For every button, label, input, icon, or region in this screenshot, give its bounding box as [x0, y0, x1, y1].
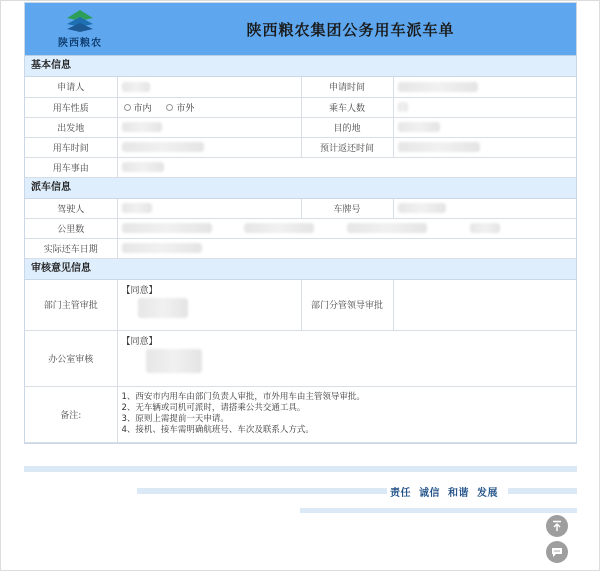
note-item: 3、原则上需提前一天申请。	[121, 414, 229, 424]
section-basic-info: 基本信息	[25, 56, 576, 77]
note-item: 2、无车辆或司机可派时，请搭乘公共交通工具。	[121, 403, 306, 413]
dept-head-label: 部门主管审批	[25, 280, 117, 330]
footer-decor-bar	[300, 508, 577, 513]
basic-info-table	[25, 77, 576, 178]
section-dispatch-info: 派车信息	[25, 178, 576, 199]
actual-return-value	[117, 239, 576, 259]
mileage-label: 公里数	[25, 219, 117, 239]
table-row	[25, 117, 576, 137]
destination-label: 目的地	[301, 117, 393, 137]
chat-bubble-icon	[551, 546, 563, 558]
passengers-label: 乘车人数	[301, 97, 393, 117]
notes-label: 备注:	[25, 386, 117, 442]
return-time-value	[393, 137, 576, 157]
arrow-up-icon	[551, 520, 563, 532]
mileage-value	[117, 219, 576, 239]
return-time-label: 预计返还时间	[301, 137, 393, 157]
office-opinion-cell	[117, 330, 576, 386]
use-time-label: 用车时间	[25, 137, 117, 157]
radio-outer-city[interactable]	[166, 104, 173, 111]
use-time-value	[117, 137, 301, 157]
dept-head-opinion: 【同意】	[121, 286, 158, 296]
driver-value	[117, 199, 301, 219]
passengers-value	[393, 97, 576, 117]
dispatch-form	[24, 2, 577, 444]
slogan-word: 责任	[390, 488, 411, 499]
footer-slogan	[390, 484, 506, 499]
plate-value	[393, 199, 576, 219]
radio-outer-city-label: 市外	[176, 103, 195, 114]
table-row	[25, 137, 576, 157]
footer-decor-bar	[137, 488, 387, 494]
slogan-word: 发展	[477, 488, 498, 499]
nature-label: 用车性质	[25, 97, 117, 117]
driver-label: 驾驶人	[25, 199, 117, 219]
reason-value	[117, 157, 576, 177]
table-row	[25, 280, 576, 330]
plate-label: 车牌号	[301, 199, 393, 219]
office-opinion: 【同意】	[121, 336, 158, 347]
note-item: 4、接机、接车需明确航班号、车次及联系人方式。	[121, 425, 314, 435]
division-leader-label: 部门分管领导审批	[301, 280, 393, 330]
nature-options	[117, 97, 301, 117]
radio-inner-city[interactable]	[124, 104, 131, 111]
apply-time-label: 申请时间	[301, 77, 393, 97]
back-to-top-button[interactable]	[546, 515, 568, 537]
logo-text: 陕西粮农	[58, 38, 102, 49]
review-info-table	[25, 280, 576, 443]
origin-label: 出发地	[25, 117, 117, 137]
origin-value	[117, 117, 301, 137]
table-row	[25, 97, 576, 117]
applicant-value	[117, 77, 301, 97]
table-row	[25, 77, 576, 97]
chat-button[interactable]	[546, 541, 568, 563]
notes-list	[117, 386, 576, 442]
logo-mark-icon	[65, 9, 95, 33]
office-label: 办公室审核	[25, 330, 117, 386]
table-row	[25, 199, 576, 219]
radio-inner-city-label: 市内	[133, 103, 152, 114]
slogan-word: 诚信	[419, 488, 440, 499]
dept-head-opinion-cell	[117, 280, 301, 330]
dispatch-info-table	[25, 199, 576, 260]
company-logo	[49, 9, 111, 53]
table-row	[25, 386, 576, 442]
table-row	[25, 239, 576, 259]
apply-time-value	[393, 77, 576, 97]
reason-label: 用车事由	[25, 157, 117, 177]
section-review-info: 审核意见信息	[25, 259, 576, 280]
slogan-word: 和谐	[448, 488, 469, 499]
actual-return-label: 实际还车日期	[25, 239, 117, 259]
note-item: 1、西安市内用车由部门负责人审批，市外用车由主管领导审批。	[121, 392, 365, 402]
division-leader-opinion-cell	[393, 280, 576, 330]
footer-decor-bar	[24, 466, 577, 472]
applicant-label: 申请人	[25, 77, 117, 97]
destination-value	[393, 117, 576, 137]
form-header	[25, 3, 576, 56]
table-row	[25, 219, 576, 239]
table-row	[25, 157, 576, 177]
form-title: 陕西粮农集团公务用车派车单	[246, 21, 455, 39]
footer-decor-bar	[508, 488, 577, 494]
table-row	[25, 330, 576, 386]
